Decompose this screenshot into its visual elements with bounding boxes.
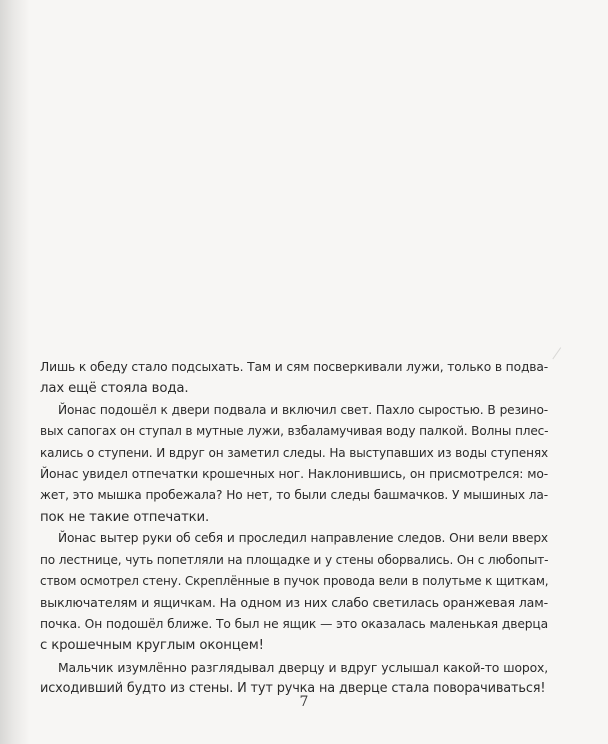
text-line: Йонас подошёл к двери подвала и включил свет. Пахло сыростью. В резино- <box>58 402 548 417</box>
text-line: вых сапогах он ступал в мутные лужи, взбаламучивая воду палкой. Волны плес- <box>40 424 549 439</box>
text-line: Лишь к обеду стало подсыхать. Там и сям посверкивали лужи, только в подва- <box>40 360 549 374</box>
text-line: исходивший будто из стены. И тут ручка на дверце стала поворачиваться! <box>40 681 546 697</box>
text-line: ством осмотрел стену. Скреплённые в пучок провода вели в полутьме к щиткам, <box>40 574 549 589</box>
paragraph <box>40 357 548 400</box>
paragraph <box>40 400 548 528</box>
text-line: пок не такие отпечатки. <box>40 509 210 525</box>
text-line: Мальчик изумлённо разглядывал дверцу и вдруг услышал какой-то шорох, <box>58 659 548 675</box>
text-line: почка. Он подошёл ближе. То был не ящик — это оказалась маленькая дверца <box>40 616 548 631</box>
text-line: жет, это мышка пробежала? Но нет, то были следы башмачков. У мышиных ла- <box>40 488 548 503</box>
page-number: 7 <box>299 694 309 710</box>
text-line: лах ещё стояла вода. <box>40 381 189 397</box>
text-line: Йонас вытер руки об себя и проследил направление следов. Они вели вверх <box>58 531 548 546</box>
paragraph <box>40 528 548 656</box>
text-line: с крошечным круглым оконцем! <box>40 638 264 654</box>
story-text <box>40 357 548 700</box>
text-line: выключателям и ящичкам. На одном из них слабо светилась оранжевая лам- <box>40 595 548 611</box>
text-line: Йонас увидел отпечатки крошечных ног. Наклонившись, он присмотрелся: мо- <box>40 467 548 482</box>
text-line: по лестнице, чуть попетляли на площадке и у стены оборвались. Он с любопыт- <box>40 552 549 567</box>
text-line: кались о ступени. И вдруг он заметил следы. На выступавших из воды ступенях <box>40 445 548 460</box>
paper-mark <box>546 343 561 360</box>
binding-shadow <box>0 0 30 744</box>
